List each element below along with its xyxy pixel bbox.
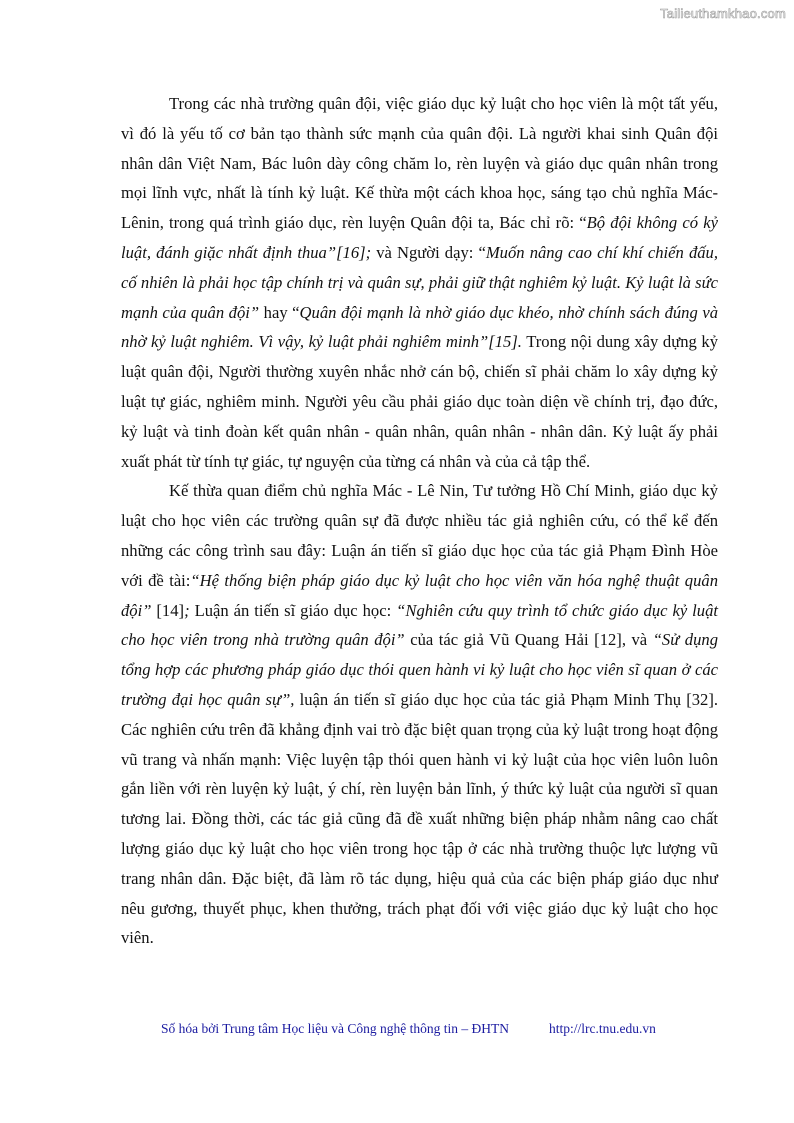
italic-title: “Hệ thống biện pháp giáo dục kỷ luật cho học viên văn hóa nghệ thuật quân đội”	[121, 570, 718, 620]
text-segment: Luận án tiến sĩ giáo dục học:	[189, 600, 397, 620]
italic-title: “Sử dụng tổng hợp các phương pháp giáo dục thói quen hành vi kỷ luật cho học viên sĩ quan ở các trường đại học quân sự”,	[121, 630, 718, 709]
text-segment: và Người dạy: “	[371, 242, 486, 262]
page-footer	[161, 1021, 656, 1037]
italic-quote: Quân đội mạnh là nhờ giáo dục khéo, nhờ chính sách đúng và nhờ kỷ luật nghiêm. Vì vậy, kỷ luật phải nghiêm minh”[15].	[121, 302, 718, 352]
text-segment: hay “	[259, 302, 300, 322]
text-segment: luận án tiến sĩ giáo dục học của tác giả Phạm Minh Thụ [32]. Các nghiên cứu trên đã khẳng định vai trò đặc biệt quan trọng của kỷ luật trong hoạt động vũ trang và nhấn mạnh: Việc luyện tập thói quen hành vi kỷ luật của học viên luôn luôn gắn liền với rèn luyện kỷ luật, ý chí, rèn luyện bản lĩnh, ý thức kỷ luật của người sĩ quan tương lai. Đồng thời, các tác giả cũng đã đề xuất những biện pháp nhằm nâng cao chất lượng giáo dục kỷ luật cho học viên trong học tập ở các nhà trường thuộc lực lượng vũ trang nhân dân. Đặc biệt, đã làm rõ tác dụng, hiệu quả của các biện pháp giáo dục như nêu gương, thuyết phục, khen thưởng, trách phạt đối với việc giáo dục kỷ luật cho học viên.	[121, 689, 718, 948]
italic-quote: Bộ đội không có kỷ luật, đánh giặc nhất định thua”[16];	[121, 213, 718, 262]
text-segment: Trong các nhà trường quân đội, việc giáo dục kỷ luật cho học viên là một tất yếu, vì đó là yếu tố cơ bản tạo thành sức mạnh của quân đội. Là người khai sinh Quân đội nhân dân Việt Nam, Bác luôn dày công chăm lo, rèn luyện và giáo dục quân nhân trong mọi lĩnh vực, nhất là tính kỷ luật. Kế thừa một cách khoa học, sáng tạo chủ nghĩa Mác- Lênin, trong quá trình giáo dục, rèn luyện Quân đội ta, Bác chỉ rõ: “	[121, 94, 718, 233]
paragraph-2	[121, 476, 718, 953]
italic-punct: ;	[184, 600, 190, 620]
footer-credit: Số hóa bởi Trung tâm Học liệu và Công nghệ thông tin – ĐHTN	[161, 1021, 510, 1036]
italic-quote: Muốn nâng cao chí khí chiến đấu, cố nhiên là phải học tập chính trị và quân sự, phải giữ thật nghiêm kỷ luật. Kỷ luật là sức mạnh của quân đội”	[121, 242, 718, 322]
text-segment: Kế thừa quan điểm chủ nghĩa Mác - Lê Nin, Tư tưởng Hồ Chí Minh, giáo dục kỷ luật cho học viên các trường quân sự đã được nhiều tác giả nghiên cứu, có thể kể đến những các công trình sau đây: Luận án tiến sĩ giáo dục học của tác giả Phạm Đình Hòe với đề tài:	[121, 481, 718, 590]
document-body	[121, 89, 718, 953]
paragraph-1	[121, 89, 718, 476]
text-segment: [14]	[151, 600, 185, 620]
text-segment: Trong nội dung xây dựng kỷ luật quân đội, Người thường xuyên nhắc nhở cán bộ, chiến sĩ phải chăm lo xây dựng kỷ luật tự giác, nghiêm minh. Người yêu cầu phải giáo dục toàn diện về chính trị, đạo đức, kỷ luật và tinh đoàn kết quân nhân - quân nhân, quân nhân - nhân dân. Kỷ luật ấy phải xuất phát từ tính tự giác, tự nguyện của từng cá nhân và của cả tập thể.	[121, 332, 719, 471]
watermark: Tailieuthamkhao.com	[660, 6, 786, 21]
italic-title: “Nghiên cứu quy trình tổ chức giáo dục kỷ luật cho học viên trong nhà trường quân đội”	[121, 600, 719, 650]
text-segment: của tác giả Vũ Quang Hải [12], và	[404, 630, 653, 650]
footer-url-link[interactable]: http://lrc.tnu.edu.vn	[549, 1021, 656, 1036]
